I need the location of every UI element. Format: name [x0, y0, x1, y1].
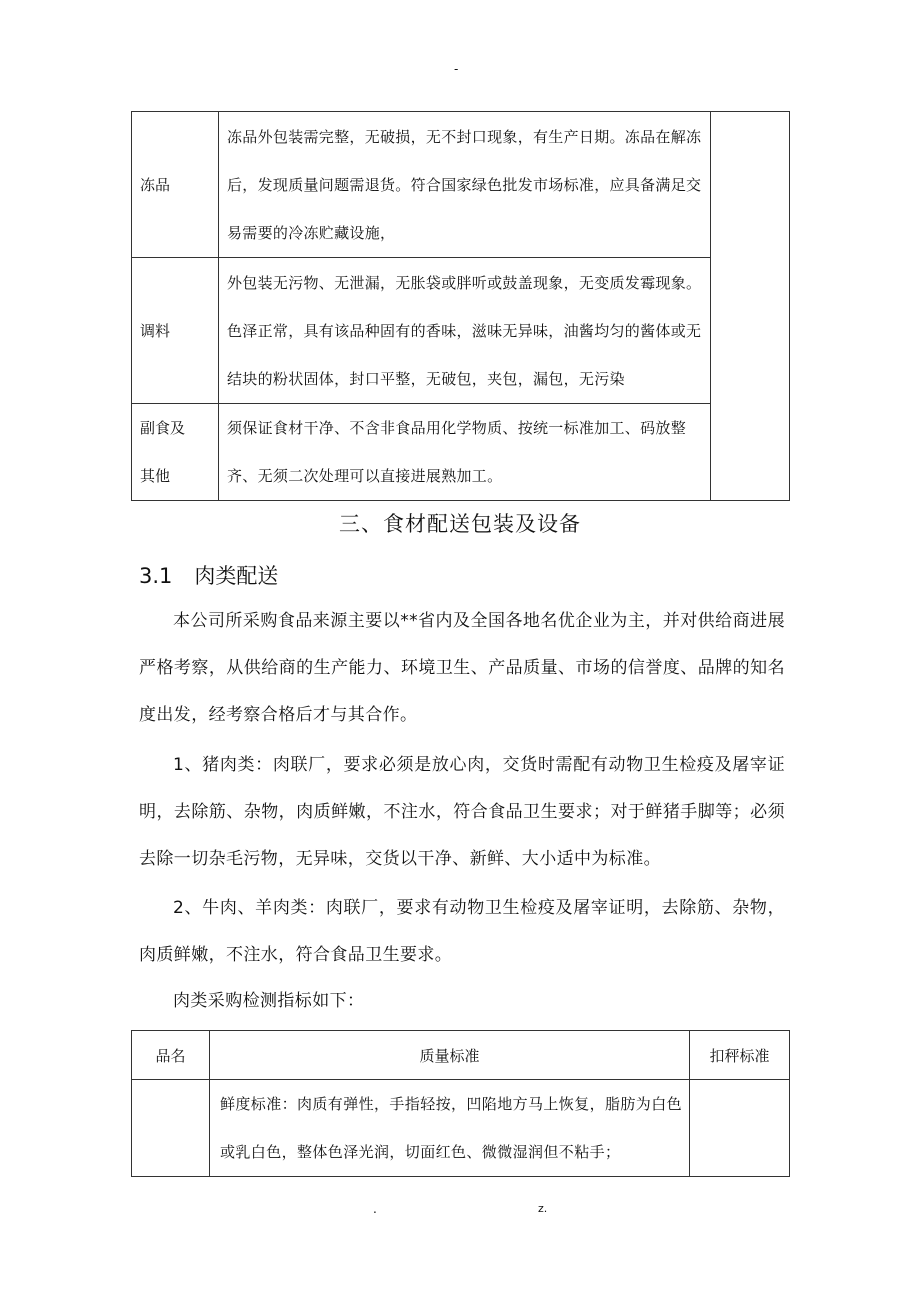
category-other-line2: 其他: [140, 467, 171, 485]
subsection-title: 肉类配送: [194, 564, 279, 588]
footer-mark-right: z.: [538, 1202, 548, 1215]
header-quality-standard: 质量标准: [210, 1031, 690, 1080]
category-seasoning-standard: 外包装无污物、无泄漏，无胀袋或胖听或鼓盖现象，无变质发霉现象。色泽正常，具有该品种固有的香味，滋味无异味，油酱均匀的酱体或无结块的粉状固体，封口平整，无破包，夹包，漏包，无污染: [219, 258, 711, 404]
category-other-standard: 须保证食材干净、不含非食品用化学物质、按统一标准加工、码放整齐、无须二次处理可以直接进展熟加工。: [219, 404, 711, 501]
footer-mark-left: .: [373, 1202, 377, 1216]
table-row: [132, 1080, 790, 1177]
cell-quality-standard: 鲜度标准：肉质有弹性，手指轻按，凹陷地方马上恢复，脂肪为白色或乳白色，整体色泽光润，切面红色、微微湿润但不粘手；: [210, 1080, 690, 1177]
category-frozen-standard: 冻品外包装需完整，无破损，无不封口现象，有生产日期。冻品在解冻后，发现质量问题需退货。符合国家绿色批发市场标准，应具备满足交易需要的冷冻贮藏设施，: [219, 112, 711, 258]
header-product-name: 品名: [132, 1031, 210, 1080]
table-row: [132, 258, 790, 404]
cell-deduction-standard: [690, 1080, 790, 1177]
subsection-heading: [139, 560, 278, 590]
subsection-number: 3.1: [139, 564, 173, 588]
table-row: [132, 112, 790, 258]
table-header-row: [132, 1031, 790, 1080]
cell-product-name: [132, 1080, 210, 1177]
paragraph-sourcing: 本公司所采购食品来源主要以**省内及全国各地名优企业为主，并对供给商进展严格考察，从供给商的生产能力、环境卫生、产品质量、市场的信誉度、品牌的知名度出发，经考察合格后才与其合作。: [139, 611, 785, 725]
category-other: [132, 404, 219, 501]
paragraph-beef-lamb: 2、牛肉、羊肉类：肉联厂，要求有动物卫生检疫及屠宰证明，去除筋、杂物，肉质鲜嫩，不注水，符合食品卫生要求。: [139, 898, 785, 965]
category-other-line1: 副食及: [140, 419, 186, 437]
meat-inspection-table: [131, 1030, 790, 1177]
category-frozen: 冻品: [132, 112, 219, 258]
standards-table-continued: [131, 111, 790, 501]
category-seasoning: 调料: [132, 258, 219, 404]
section-title: 三、食材配送包装及设备: [339, 512, 581, 536]
paragraph-indicators-intro: 肉类采购检测指标如下：: [173, 991, 365, 1011]
table-row: [132, 404, 790, 501]
header-mark: -: [454, 62, 459, 76]
paragraph-pork: 1、猪肉类：肉联厂，要求必须是放心肉，交货时需配有动物卫生检疫及屠宰证明，去除筋、杂物，肉质鲜嫩，不注水，符合食品卫生要求；对于鲜猪手脚等；必须去除一切杂毛污物，无异味，交货以干净、新鲜、大小适中为标准。: [139, 755, 785, 869]
header-deduction-standard: 扣秤标准: [690, 1031, 790, 1080]
table-extra-column: [711, 112, 790, 501]
